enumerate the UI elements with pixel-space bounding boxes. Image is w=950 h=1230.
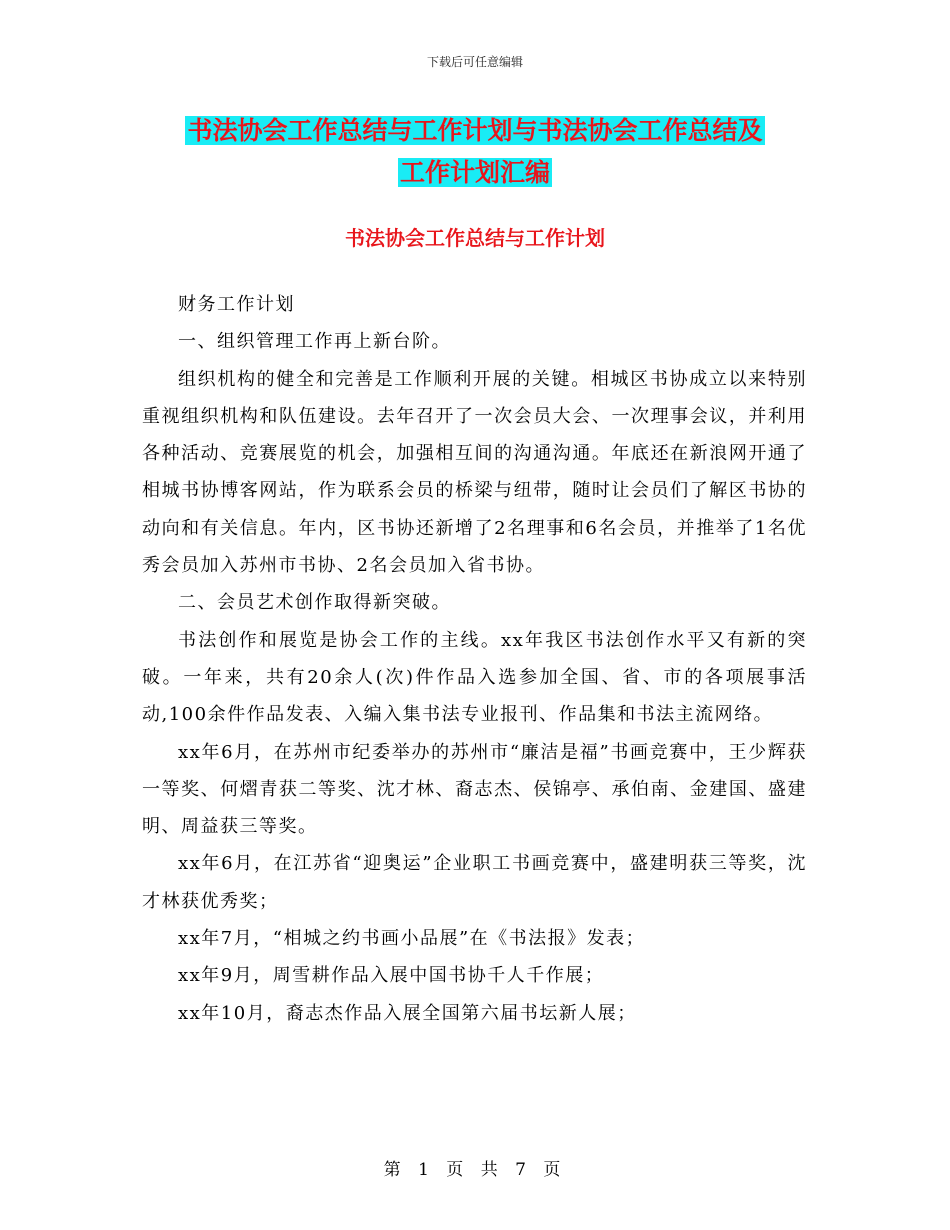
paragraph: 一、组织管理工作再上新台阶。 (178, 331, 451, 353)
paragraph: 书法创作和展览是协会工作的主线。xx年我区书法创作水平又有新的突破。一年来，共有20余人(次)件作品入选参加全国、省、市的各项展事活动,100余件作品发表、入编入集书法专业报刊、作品集和书法主流网络。 (142, 629, 807, 726)
paragraph: xx年7月，“相城之约书画小品展”在《书法报》发表； (178, 928, 646, 950)
body-text (142, 286, 807, 1032)
document-title-line-1: 书法协会工作总结与工作计划与书法协会工作总结及 (187, 116, 763, 145)
paragraph: 组织机构的健全和完善是工作顺利开展的关键。相城区书协成立以来特别重视组织机构和队伍建设。去年召开了一次会员大会、一次理事会议，并利用各种活动、竞赛展览的机会，加强相互间的沟通沟通。年底还在新浪网开通了相城书协博客网站，作为联系会员的桥梁与纽带，随时让会员们了解区书协的动向和有关信息。年内，区书协还新增了2名理事和6名会员，并推举了1名优秀会员加入苏州市书协、2名会员加入省书协。 (142, 368, 807, 577)
paragraph: xx年10月，裔志杰作品入展全国第六届书坛新人展； (178, 1002, 637, 1024)
document-title (130, 110, 820, 194)
paragraph: 二、会员艺术创作取得新突破。 (178, 592, 451, 614)
section-title: 书法协会工作总结与工作计划 (345, 226, 605, 250)
document-title-line-2: 工作计划汇编 (399, 158, 550, 187)
paragraph: xx年6月，在江苏省“迎奥运”企业职工书画竞赛中，盛建明获三等奖，沈才林获优秀奖； (142, 853, 807, 912)
paragraph: 财务工作计划 (178, 294, 295, 315)
header-note: 下载后可任意编辑 (426, 55, 523, 69)
paragraph: xx年9月，周雪耕作品入展中国书协千人千作展； (178, 965, 605, 987)
page-number: 第 1 页 共 7 页 (383, 1160, 567, 1180)
paragraph: xx年6月，在苏州市纪委举办的苏州市“廉洁是福”书画竞赛中，王少辉获一等奖、何熠青获二等奖、沈才林、裔志杰、侯锦亭、承伯南、金建国、盛建明、周益获三等奖。 (142, 741, 807, 838)
